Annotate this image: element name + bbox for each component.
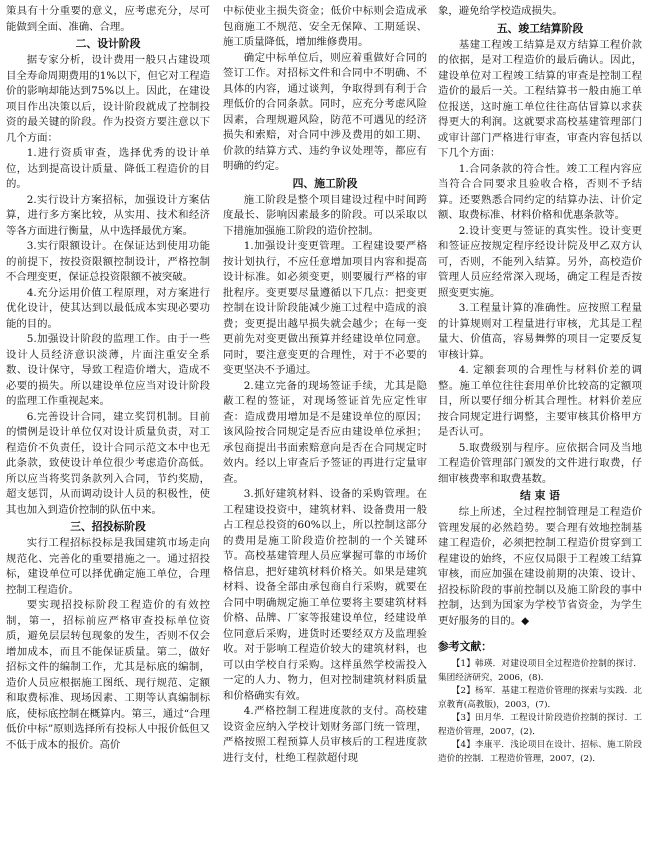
paragraph: 2.建立完备的现场签证手续，尤其是隐蔽工程的签证，对现场签证首先应定性审查：造成费用增加是不是建设单位的原因；该风险按合同规定是否应由建设单位承担；承包商提出书面索赔意向是否在合同规定时效内。经以上审查后予签证的再进行定量审查。 xyxy=(223,379,427,485)
paragraph: 5.取费级别与程序。应依据合同及当地工程造价管理部门颁发的文件进行取费，仔细审核费率和取费基数。 xyxy=(438,441,642,485)
column-right xyxy=(438,4,642,766)
references-list xyxy=(438,658,642,766)
section-heading-design: 二、设计阶段 xyxy=(75,37,141,50)
paragraph: 6.完善设计合同，建立奖罚机制。目前的惯例是设计单位仅对设计质量负责，对工程造价不负责任，设计合同示范文本中也无此条款，致使设计单位很少考虑造价高低。所以应当将奖罚条款列入合同，节约奖励，超支惩罚，从而调动设计人员的积极性，使其也加入到造价控制的队伍中来。 xyxy=(6,410,210,516)
paragraph: 5.加强设计阶段的监理工作。由于一些设计人员经济意识淡薄，片面注重安全系数、设计保守，导致工程造价增大，造成不必要的损失。所以建设单位应当对设计阶段的监理工作重视起来。 xyxy=(6,333,210,407)
paragraph: 4. 定额套项的合理性与材料价差的调整。施工单位往往套用单价比较高的定额项目，所以要仔细分析其合理性。材料价差应按合同规定进行调整，主要审核其价格甲方是否认可。 xyxy=(438,364,642,438)
paragraph: 确定中标单位后，则应着重做好合同的签订工作。对招标文件和合同中不明确、不具体的内容，通过谈判，争取得到有利于合理低价的合同条款。同时，应充分考虑风险因素，合理规避风险，防范不可遇见的经济损失和索赔，对合同中涉及费用的如工期、价款的结算方式、违约争议处理等，都应有明确的约定。 xyxy=(223,51,427,172)
paragraph: 4.充分运用价值工程原理，对方案进行优化设计，使其达到以最低成本实现必要功能的目的。 xyxy=(6,286,210,330)
column-left xyxy=(6,4,210,753)
paragraph: 要实现招投标阶段工程造价的有效控制，第一，招标前应严格审查投标单位资质，避免层层转包现象的发生，否则不仅会增加成本，而且不能保证质量。第二，做好招标文件的编制工作，尤其是标底的编制，造价人员应根据施工图纸、现行规范、定额和取费标准、现场因素、工期等认真编制标底，使标底控制在概算内。第三，通过“合理低价中标”原则选择所有投标人中报价低但又不低于成本的报价。高价 xyxy=(6,599,210,751)
paragraph: 2.设计变更与签证的真实性。设计变更和签证应按规定程序经设计院及甲乙双方认可，否则，不能列入结算。另外，高校造价管理人员应经常深入现场，确定工程是否按照变更实施。 xyxy=(438,224,642,299)
references-heading: 参考文献： xyxy=(438,640,492,653)
paragraph: 3.工程量计算的准确性。应按照工程量的计算规则对工程量进行审核，尤其是工程量大、价值高，容易舞弊的项目一定要反复审核计算。 xyxy=(438,302,642,361)
reference-item: 【4】李康平．浅论项目在设计、招标、施工阶段造价的控制．工程造价管理，2007，(2)． xyxy=(438,740,642,764)
paragraph: 综上所述，全过程控制管理是工程造价管理发展的必然趋势。要合理有效地控制基建工程造价，必须把控制工程造价贯穿到工程建设的始终，不应仅局限于工程竣工结算审核，而应加强在建设前期的决策、设计、招投标阶段的事前控制以及施工阶段的事中控制，达到为国家为学校节省资金，为学生更好服务的目的。◆ xyxy=(438,506,642,627)
section-heading-conclusion: 结 束 语 xyxy=(520,489,560,502)
paragraph: 基建工程竣工结算是双方结算工程价款的依据，是对工程造价的最后确认。因此，建设单位对工程竣工结算的审查是控制工程造价的最后一关。工程结算书一般由施工单位报送，这时施工单位往往高估冒算以求获得更大的利润。这就要求高校基建管理部门或审计部门严格进行审查，审查内容包括以下几个方面： xyxy=(438,38,642,159)
paragraph: 实行工程招标投标是我国建筑市场走向规范化、完善化的重要措施之一。通过招投标，建设单位可以择优确定施工单位，合理控制工程造价。 xyxy=(6,537,210,596)
reference-item: 【1】韩瑛．对建设项目全过程造价控制的探讨．集团经济研究，2006，(8)． xyxy=(438,659,642,683)
paragraph: 中标使业主损失资金；低价中标则会造成承包商施工不规范、安全无保障、工期延误、施工质量降低，增加维修费用。 xyxy=(223,5,427,48)
paragraph: 策具有十分重要的意义，应考虑充分，尽可能做到全面、准确、合理。 xyxy=(6,5,210,33)
reference-item: 【3】田月华．工程设计阶段造价控制的探讨．工程造价管理，2007，(2)． xyxy=(438,713,642,737)
paragraph: 1.合同条款的符合性。竣工工程内容应当符合合同要求且验收合格，否则不予结算。还要熟悉合同约定的结算办法、计价定额、取费标准、材料价格和优惠条款等。 xyxy=(438,162,642,221)
section-heading-settlement: 五、竣工结算阶段 xyxy=(496,21,584,35)
paragraph: 4.严格控制工程进度款的支付。高校建设资金应纳入学校计划财务部门统一管理，严格按照工程预算人员审核后的工程进度款进行支付，杜绝工程款超付现 xyxy=(223,705,427,764)
paragraph: 施工阶段是整个项目建设过程中时间跨度最长、影响因素最多的阶段。可以采取以下措施加强施工阶段的造价控制。 xyxy=(223,193,427,237)
paragraph: 3.实行限额设计。在保证达到使用功能的前提下，按投资限额控制设计，严格控制不合理变更，保证总投资限额不被突破。 xyxy=(6,240,210,283)
paragraph: 3.抓好建筑材料、设备的采购管理。在工程建设投资中，建筑材料、设备费用一般占工程总投资的60%以上，所以控制这部分的费用是施工阶段造价控制的一个关键环节。高校基建管理人员应掌握可靠的市场价格信息，把好建筑材料价格关。如果是建筑材料、设备全部由承包商自行采购，就要在合同中明确规定施工单位要将主要建筑材料价格、品牌、厂家等报建设单位，经建设单位同意后采购，进货时还要经双方及监理验收。对于影响工程造价较大的建筑材料，也可以由学校自行采购。这样虽然学校需投入一定的人力、物力，但对控制建筑材料质量和价格确实有效。 xyxy=(223,488,427,702)
section-heading-bidding: 三、招投标阶段 xyxy=(70,520,146,533)
paragraph: 象，避免给学校造成损失。 xyxy=(438,5,563,17)
paragraph: 2.实行设计方案招标，加强设计方案估算，进行多方案比较，从实用、技术和经济等各方面进行衡量，从中选择最优方案。 xyxy=(6,193,210,237)
paragraph: 1.进行资质审查，选择优秀的设计单位，达到提高设计质量、降低工程造价的目的。 xyxy=(6,147,210,190)
reference-item: 【2】杨军．基建工程造价管理的探索与实践．北京教育(高教版)，2003，(7)． xyxy=(438,686,642,710)
column-middle xyxy=(223,4,427,766)
paragraph: 1.加强设计变更管理。工程建设要严格按计划执行，不应任意增加项目内容和提高设计标准。如必须变更，则要履行严格的审批程序。变更要尽量遵循以下几点：把变更控制在设计阶段能减少施工过程中造成的浪费；变更提出越早损失就会越少；在每一变更前先对变更做出预算并经建设单位同意。同时，要注意变更的合理性，对于不必要的变更坚决不予通过。 xyxy=(223,240,427,376)
paragraph: 据专家分析，设计费用一般只占建设项目全寿命周期费用的1%以下，但它对工程造价的影响却能达到75%以上。因此，在建设项目作出决策以后，设计阶段就成了控制投资的最关键的阶段。作为投资方要注意以下几个方面： xyxy=(6,54,210,144)
section-heading-construction: 四、施工阶段 xyxy=(292,176,358,190)
